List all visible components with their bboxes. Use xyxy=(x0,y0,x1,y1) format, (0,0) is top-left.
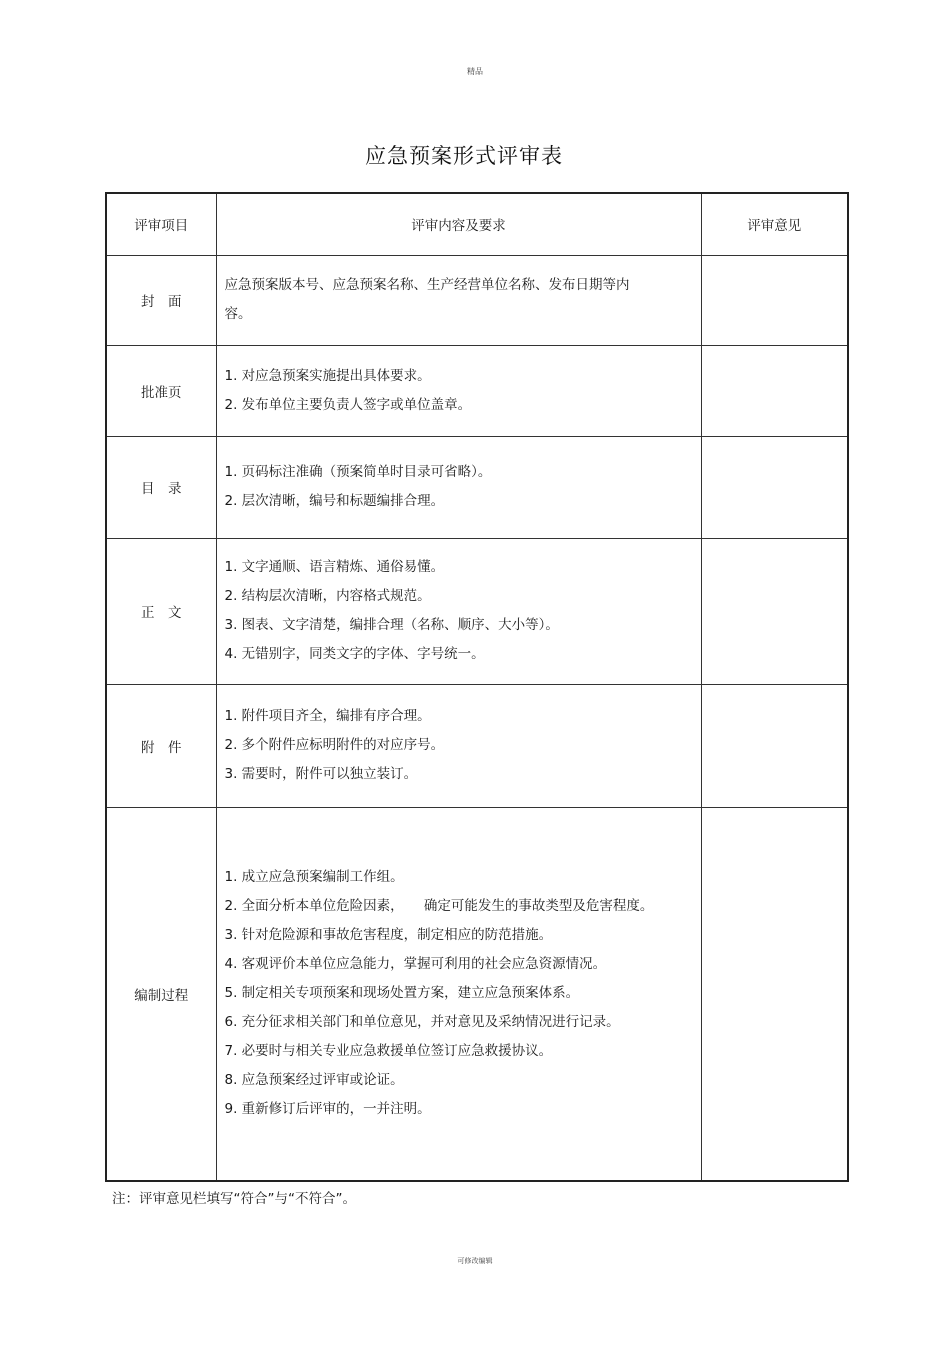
row-content xyxy=(216,345,701,436)
row-item-label: 封 面 xyxy=(106,255,216,345)
list-item: 2. 多个附件应标明附件的对应序号。 xyxy=(224,737,445,753)
header-item: 评审项目 xyxy=(106,193,216,255)
row-opinion-cell[interactable] xyxy=(701,538,848,684)
table-row-compilation-process xyxy=(106,807,848,1181)
row-item-label: 批准页 xyxy=(106,345,216,436)
row-item-label: 目 录 xyxy=(106,436,216,538)
review-form-table xyxy=(105,192,849,1182)
header-content: 评审内容及要求 xyxy=(216,193,701,255)
row-item-label: 附 件 xyxy=(106,684,216,807)
list-item: 3. 图表、文字清楚，编排合理（名称、顺序、大小等）。 xyxy=(224,617,559,633)
list-item: 4. 无错别字，同类文字的字体、字号统一。 xyxy=(224,646,485,662)
row-content-text: 应急预案版本号、应急预案名称、生产经营单位名称、发布日期等内容。 xyxy=(224,277,630,322)
list-item: 4. 客观评价本单位应急能力，掌握可利用的社会应急资源情况。 xyxy=(224,956,607,973)
header-opinion: 评审意见 xyxy=(701,193,848,255)
list-item: 9. 重新修订后评审的，一并注明。 xyxy=(224,1101,431,1118)
row-opinion-cell[interactable] xyxy=(701,684,848,807)
requirement-list xyxy=(225,702,691,789)
table-row-attachments xyxy=(106,684,848,807)
list-item: 1. 对应急预案实施提出具体要求。 xyxy=(224,367,431,384)
document-title: 应急预案形式评审表 xyxy=(365,144,563,168)
requirement-list xyxy=(225,553,691,669)
row-content xyxy=(216,255,701,345)
row-content xyxy=(216,436,701,538)
row-content xyxy=(216,807,701,1181)
list-item: 1. 文字通顺、语言精炼、通俗易懂。 xyxy=(224,559,445,575)
row-item-label: 编制过程 xyxy=(106,807,216,1181)
list-item: 7. 必要时与相关专业应急救援单位签订应急救援协议。 xyxy=(224,1043,553,1060)
footnote: 注：评审意见栏填写“符合”与“不符合”。 xyxy=(112,1191,356,1207)
list-item: 2. 发布单位主要负责人签字或单位盖章。 xyxy=(224,396,472,413)
row-opinion-cell[interactable] xyxy=(701,345,848,436)
requirement-list xyxy=(225,863,691,1124)
row-opinion-cell[interactable] xyxy=(701,255,848,345)
table-row-approval xyxy=(106,345,848,436)
row-content xyxy=(216,538,701,684)
table-row-contents xyxy=(106,436,848,538)
list-item: 2. 全面分析本单位危险因素， 确定可能发生的事故类型及危害程度。 xyxy=(224,898,654,915)
requirement-list xyxy=(225,458,691,516)
list-item: 2. 结构层次清晰，内容格式规范。 xyxy=(224,588,431,604)
row-opinion-cell[interactable] xyxy=(701,436,848,538)
list-item: 1. 成立应急预案编制工作组。 xyxy=(224,869,404,886)
row-content xyxy=(216,684,701,807)
table-row-cover xyxy=(106,255,848,345)
list-item: 6. 充分征求相关部门和单位意见，并对意见及采纳情况进行记录。 xyxy=(224,1014,620,1031)
list-item: 2. 层次清晰，编号和标题编排合理。 xyxy=(224,493,445,509)
table-header-row xyxy=(106,193,848,255)
header-mark: 精品 xyxy=(467,67,483,76)
table-row-body-text xyxy=(106,538,848,684)
list-item: 1. 页码标注准确（预案简单时目录可省略）。 xyxy=(224,464,492,480)
row-item-label: 正 文 xyxy=(106,538,216,684)
list-item: 1. 附件项目齐全，编排有序合理。 xyxy=(224,708,431,724)
footer-mark: 可修改编辑 xyxy=(457,1257,493,1265)
list-item: 3. 针对危险源和事故危害程度，制定相应的防范措施。 xyxy=(224,927,553,944)
requirement-list xyxy=(225,362,691,420)
list-item: 3. 需要时，附件可以独立装订。 xyxy=(224,766,418,782)
list-item: 8. 应急预案经过评审或论证。 xyxy=(224,1072,404,1089)
list-item: 5. 制定相关专项预案和现场处置方案，建立应急预案体系。 xyxy=(224,985,580,1002)
row-opinion-cell[interactable] xyxy=(701,807,848,1181)
